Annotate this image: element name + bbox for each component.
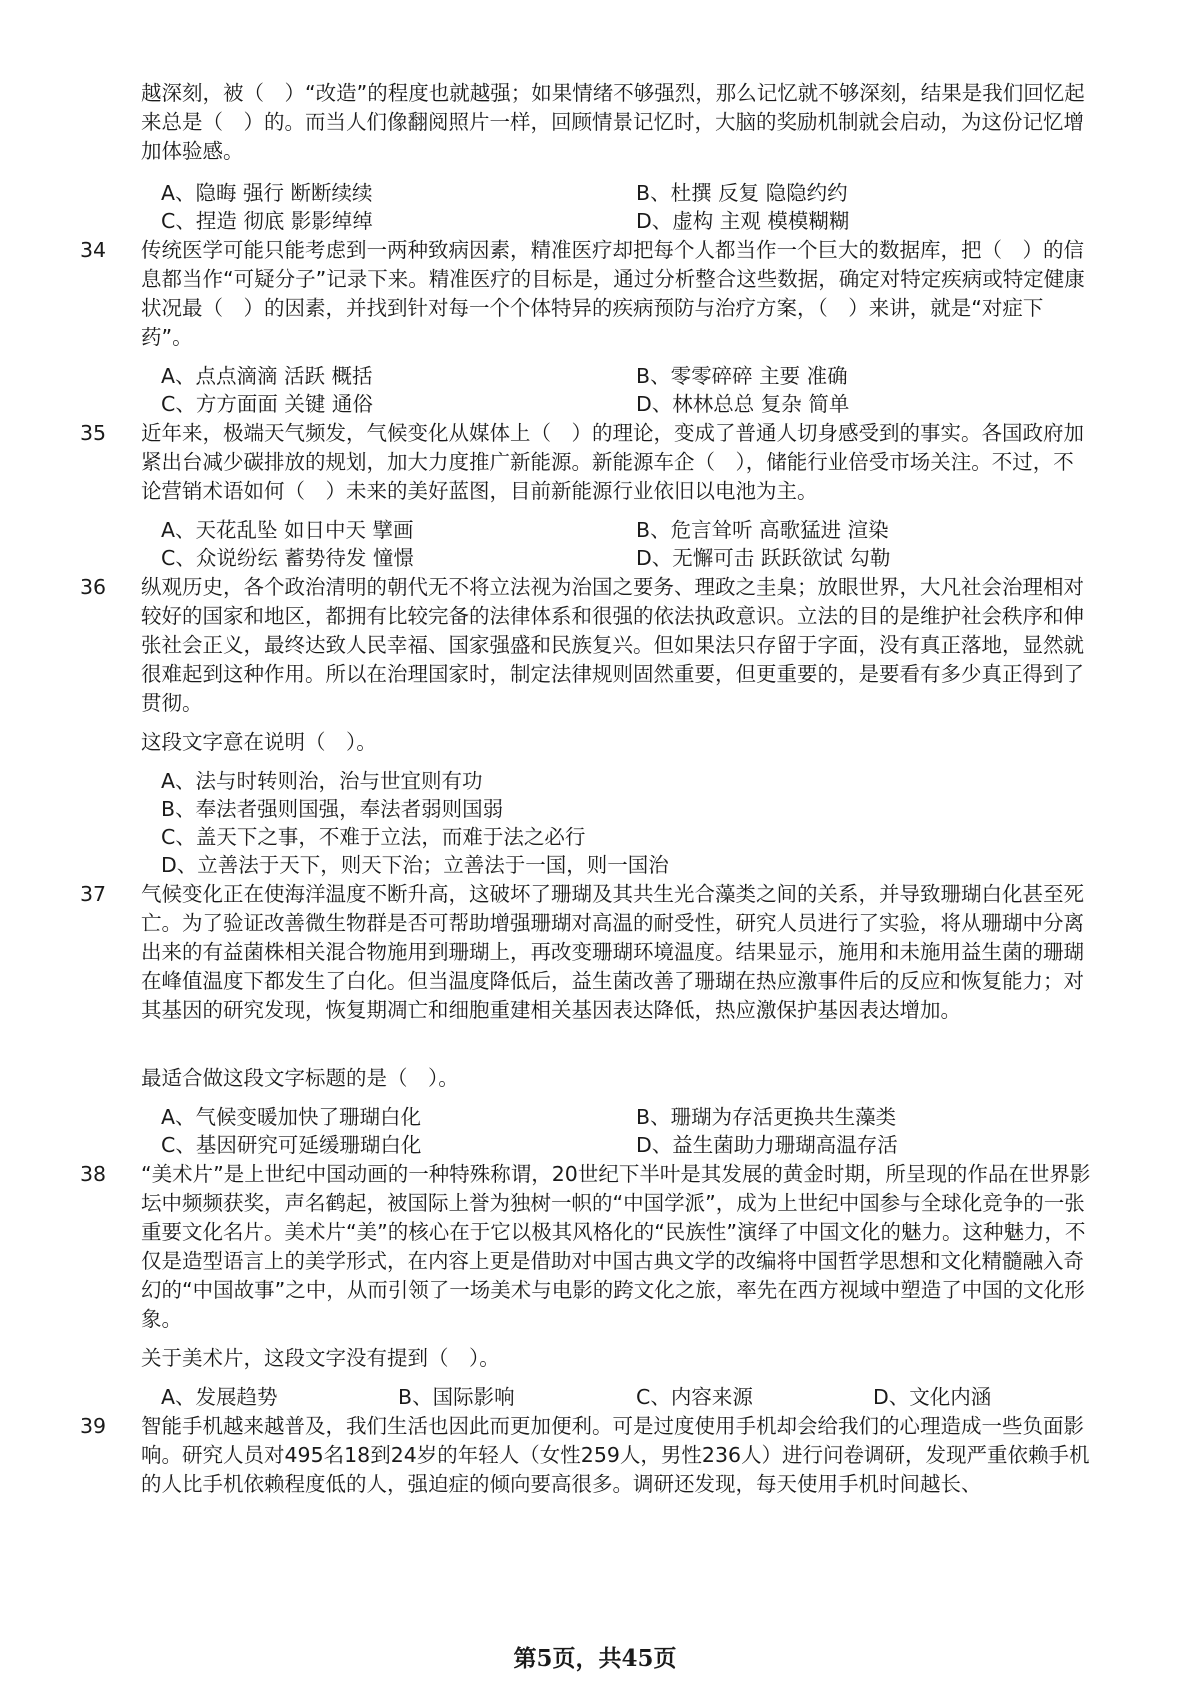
q38-option-d: D、文化内涵 bbox=[873, 1385, 992, 1409]
q33-option-b: B、杜撰 反复 隐隐约约 bbox=[636, 181, 848, 205]
q36-question: 这段文字意在说明（ ）。 bbox=[141, 730, 377, 754]
q36-option-b: B、奉法者强则国强，奉法者弱则国弱 bbox=[161, 797, 504, 821]
q34-option-b: B、零零碎碎 主要 准确 bbox=[636, 364, 848, 388]
q35-option-d: D、无懈可击 跃跃欲试 勾勒 bbox=[636, 546, 891, 570]
q34-number: 34 bbox=[80, 238, 107, 262]
q34-option-c: C、方方面面 关键 通俗 bbox=[161, 392, 373, 416]
q36-option-c: C、盖天下之事，不难于立法，而难于法之必行 bbox=[161, 825, 586, 849]
q37-option-a: A、气候变暖加快了珊瑚白化 bbox=[161, 1105, 422, 1129]
q37-number: 37 bbox=[80, 882, 107, 906]
q33-stem: 越深刻，被（ ）“改造”的程度也就越强；如果情绪不够强烈，那么记忆就不够深刻，结果是我们回忆起来总是（ ）的。而当人们像翻阅照片一样，回顾情景记忆时，大脑的奖励机制就会启动，为这份记忆增加体验感。 bbox=[141, 81, 1085, 163]
q38-option-b: B、国际影响 bbox=[398, 1385, 515, 1409]
q38-number: 38 bbox=[80, 1162, 107, 1186]
q33-option-c: C、捏造 彻底 影影绰绰 bbox=[161, 209, 373, 233]
q35-number: 35 bbox=[80, 421, 107, 445]
q39-number: 39 bbox=[80, 1414, 107, 1438]
q34-stem: 传统医学可能只能考虑到一两种致病因素，精准医疗却把每个人都当作一个巨大的数据库，把（ ）的信息都当作“可疑分子”记录下来。精准医疗的目标是，通过分析整合这些数据，确定对特定疾病或特定健康状况最（ ）的因素，并找到针对每一个个体特异的疾病预防与治疗方案，（ ）来讲，就是“对症下药”。 bbox=[141, 238, 1085, 349]
q38-option-a: A、发展趋势 bbox=[161, 1385, 278, 1409]
q36-stem: 纵观历史，各个政治清明的朝代无不将立法视为治国之要务、理政之圭臬；放眼世界，大凡社会治理相对较好的国家和地区，都拥有比较完备的法律体系和很强的依法执政意识。立法的目的是维护社会秩序和伸张社会正义，最终达致人民幸福、国家强盛和民族复兴。但如果法只存留于字面，没有真正落地，显然就很难起到这种作用。所以在治理国家时，制定法律规则固然重要，但更重要的，是要看有多少真正得到了贯彻。 bbox=[141, 575, 1084, 715]
q38-option-c: C、内容来源 bbox=[636, 1385, 753, 1409]
q33-option-d: D、虚构 主观 模模糊糊 bbox=[636, 209, 850, 233]
q37-option-c: C、基因研究可延缓珊瑚白化 bbox=[161, 1133, 422, 1157]
q35-option-b: B、危言耸听 高歌猛进 渲染 bbox=[636, 518, 889, 542]
page-footer: 第5页，共45页 bbox=[513, 1645, 677, 1672]
q37-question: 最适合做这段文字标题的是（ ）。 bbox=[141, 1066, 459, 1090]
q33-option-a: A、隐晦 强行 断断续续 bbox=[161, 181, 373, 205]
q39-stem: 智能手机越来越普及，我们生活也因此而更加便利。可是过度使用手机却会给我们的心理造成一些负面影响。研究人员对495名18到24岁的年轻人（女性259人，男性236人）进行问卷调研，发现严重依赖手机的人比手机依赖程度低的人，强迫症的倾向要高很多。调研还发现，每天使用手机时间越长、 bbox=[141, 1414, 1090, 1496]
q38-stem: “美术片”是上世纪中国动画的一种特殊称谓，20世纪下半叶是其发展的黄金时期，所呈现的作品在世界影坛中频频获奖，声名鹤起，被国际上誉为独树一帜的“中国学派”，成为上世纪中国参与全球化竞争的一张重要文化名片。美术片“美”的核心在于它以极其风格化的“民族性”演绎了中国文化的魅力。这种魅力，不仅是造型语言上的美学形式，在内容上更是借助对中国古典文学的改编将中国哲学思想和文化精髓融入奇幻的“中国故事”之中，从而引领了一场美术与电影的跨文化之旅，率先在西方视域中塑造了中国的文化形象。 bbox=[141, 1162, 1091, 1331]
q37-stem: 气候变化正在使海洋温度不断升高，这破坏了珊瑚及其共生光合藻类之间的关系，并导致珊瑚白化甚至死亡。为了验证改善微生物群是否可帮助增强珊瑚对高温的耐受性，研究人员进行了实验，将从珊瑚中分离出来的有益菌株相关混合物施用到珊瑚上，再改变珊瑚环境温度。结果显示，施用和未施用益生菌的珊瑚在峰值温度下都发生了白化。但当温度降低后，益生菌改善了珊瑚在热应激事件后的反应和恢复能力；对其基因的研究发现，恢复期凋亡和细胞重建相关基因表达降低，热应激保护基因表达增加。 bbox=[141, 882, 1084, 1022]
q36-option-d: D、立善法于天下，则天下治；立善法于一国，则一国治 bbox=[161, 853, 669, 877]
q37-option-d: D、益生菌助力珊瑚高温存活 bbox=[636, 1133, 898, 1157]
q38-question: 关于美术片，这段文字没有提到（ ）。 bbox=[141, 1346, 500, 1370]
q34-option-a: A、点点滴滴 活跃 概括 bbox=[161, 364, 373, 388]
q35-option-c: C、众说纷纭 蓄势待发 憧憬 bbox=[161, 546, 414, 570]
q35-option-a: A、天花乱坠 如日中天 擘画 bbox=[161, 518, 414, 542]
q36-number: 36 bbox=[80, 575, 107, 599]
q37-option-b: B、珊瑚为存活更换共生藻类 bbox=[636, 1105, 897, 1129]
q35-stem: 近年来，极端天气频发，气候变化从媒体上（ ）的理论，变成了普通人切身感受到的事实。各国政府加紧出台减少碳排放的规划，加大力度推广新能源。新能源车企（ ），储能行业倍受市场关注。不过，不论营销术语如何（ ）未来的美好蓝图，目前新能源行业依旧以电池为主。 bbox=[141, 421, 1084, 503]
q36-option-a: A、法与时转则治，治与世宜则有功 bbox=[161, 769, 483, 793]
q34-option-d: D、林林总总 复杂 简单 bbox=[636, 392, 850, 416]
